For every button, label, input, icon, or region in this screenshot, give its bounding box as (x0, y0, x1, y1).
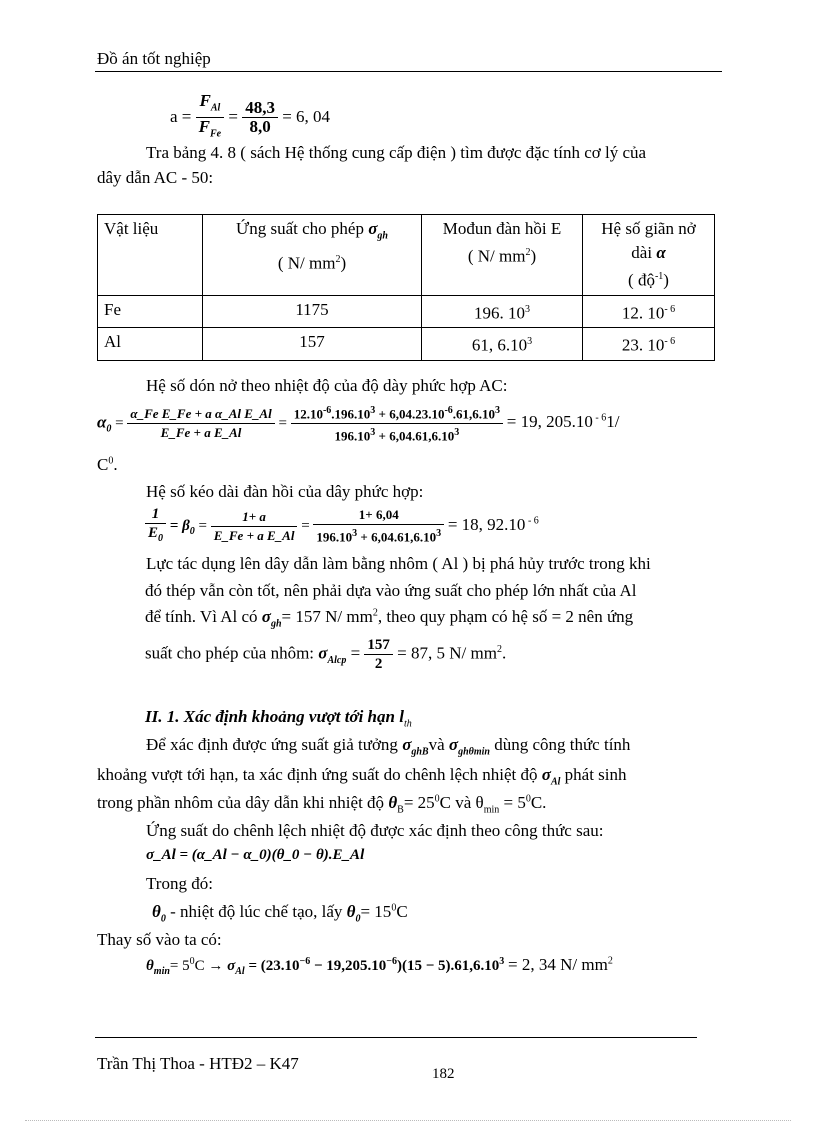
substitute-intro: Thay số vào ta có: (97, 930, 222, 949)
header-divider (95, 71, 722, 72)
alpha0-equation: $\alpha_0$ = $\frac{\text{α\_Fe E\_Fe + a α\_Al E\_Al}}{\text{E\_Fe + a E\_Al}}$ = $\frac{12.10^{-6}.196.10^3 + 6,04.23.10^{-6}.61,6.10^3}{196.10^3 + 6,04.61,6.10^3}$ = 19, 205.10 $^{- 6}$1/ (97, 402, 619, 446)
fraction-f-ratio: $\frac{F_{Al}}{F_{Fe}}$ (196, 92, 224, 144)
force-line-2: đó thép vẫn còn tốt, nên phải dựa vào ứng suất cho phép lớn nhất của Al (145, 581, 637, 600)
beta-equation: $\frac{1}{E_0}$ = $\beta_0$ = $\frac{1+ a}{\text{E\_Fe + a E\_Al}}$ = $\frac{1+ 6,04}{196.10^3 + 6,04.61,6.10^3}$ = 18, 92.10 $^{- 6}$ (145, 505, 539, 548)
header-modulus: Mođun đàn hồi E ( N/ $mm^2$) (422, 215, 583, 296)
beta-fraction-3: $\frac{1+ 6,04}{196.10^3 + 6,04.61,6.10^3}$ (313, 506, 444, 546)
theta0-definition: $\theta_0$ - nhiệt độ lúc chế tạo, lấy $\theta_0= 15^0C$ (152, 902, 408, 925)
where-label: Trong đó: (146, 874, 213, 893)
page-header-title: Đồ án tốt nghiệp (97, 49, 211, 68)
beta-fraction-2: $\frac{1+ a}{\text{E\_Fe + a E\_Al}}$ (211, 508, 298, 545)
alpha0-intro: Hệ số dón nở theo nhiệt độ của độ dày phức hợp AC: (146, 376, 508, 395)
stress-formula: σ_Al = (α_Al − α_0)(θ_0 − θ).E_Al (146, 847, 365, 863)
alpha0-unit: $C^0$. (97, 455, 118, 474)
intro-line-2: dây dẫn AC - 50: (97, 168, 214, 187)
section-line-2: khoảng vượt tới hạn, ta xác định ứng suất do chênh lệch nhiệt độ $\sigma_{Al}$ phát sinh (97, 765, 627, 788)
table-row: Al 157 61, 6.10$^3$ 23. $10^{- 6}$ (98, 328, 715, 361)
table-header-row (98, 215, 715, 296)
beta-intro: Hệ số kéo dài đàn hồi của dây phức hợp: (146, 482, 424, 501)
table-row: Fe 1175 196. $10^3$ 12. $10^{- 6}$ (98, 295, 715, 328)
header-stress: Ứng suất cho phép $\sigma_{gh}$ ( N/ $mm^2$) (203, 215, 422, 296)
fraction-values: $\frac{48,3}{8,0}$ (242, 99, 278, 136)
header-material: Vật liệu (98, 215, 203, 296)
force-line-1: Lực tác dụng lên dây dẫn làm bằng nhôm ( Al ) bị phá hủy trước trong khi (146, 554, 651, 573)
header-expansion: Hệ số giãn nở dài α ( độ$^{-1}$) (583, 215, 715, 296)
substitute-equation: $\theta_{min}= 5^0C \to \sigma_{Al} = (23.10^{-6} - 19,205.10^{-6})(15 - 5).61,6.10^3 = 2$, 34 N/ $mm^2$ (146, 955, 613, 977)
force-line-3: để tính. Vì Al có $\sigma_{gh}= 157$ N/ $mm^2$, theo quy phạm có hệ số = 2 nên ứng (145, 607, 634, 630)
section-line-1: Để xác định được ứng suất giả tưởng $\sigma_{ghB}và$ $\sigma_{gh\theta min}$ dùng công thức tính (146, 735, 631, 758)
section-line-3: trong phần nhôm của dây dẫn khi nhiệt độ $\theta_B= 25^0C$ và $\theta_{min} = 5^0C$. (97, 793, 547, 816)
alpha0-numeric-fraction: $\frac{12.10^{-6}.196.10^3 + 6,04.23.10^{-6}.61,6.10^3}{196.10^3 + 6,04.61,6.10^3}$ (291, 402, 503, 446)
beta-fraction-1: $\frac{1}{E_0}$ (145, 505, 166, 548)
intro-line-1: Tra bảng 4. 8 ( sách Hệ thống cung cấp điện ) tìm được đặc tính cơ lý của (146, 143, 647, 162)
page-number: 182 (432, 1066, 455, 1082)
force-line-4: suất cho phép của nhôm: $\sigma_{Alcp}$ = $\frac{157}{2}$ = 87, 5 N/ $mm^2$. (145, 637, 507, 672)
footer-divider (95, 1037, 697, 1038)
page-bottom-edge (25, 1120, 791, 1121)
section-title: II. 1. Xác định khoảng vượt tới hạn $l_{th}$ (145, 707, 412, 730)
alpha0-symbolic-fraction: $\frac{\text{α\_Fe E\_Fe + a α\_Al E\_Al}}{\text{E\_Fe + a E\_Al}}$ (127, 405, 274, 442)
allowable-stress-fraction: $\frac{157}{2}$ (364, 636, 393, 673)
stress-intro: Ứng suất do chênh lệch nhiệt độ được xác định theo công thức sau: (146, 821, 604, 840)
footer-author: Trần Thị Thoa - HTĐ2 – K47 (97, 1054, 299, 1073)
equation-a: a = $\frac{F_{Al}}{F_{Fe}}$ = $\frac{48,3}{8,0}$ = 6, 04 (170, 92, 330, 144)
properties-table (97, 214, 715, 361)
